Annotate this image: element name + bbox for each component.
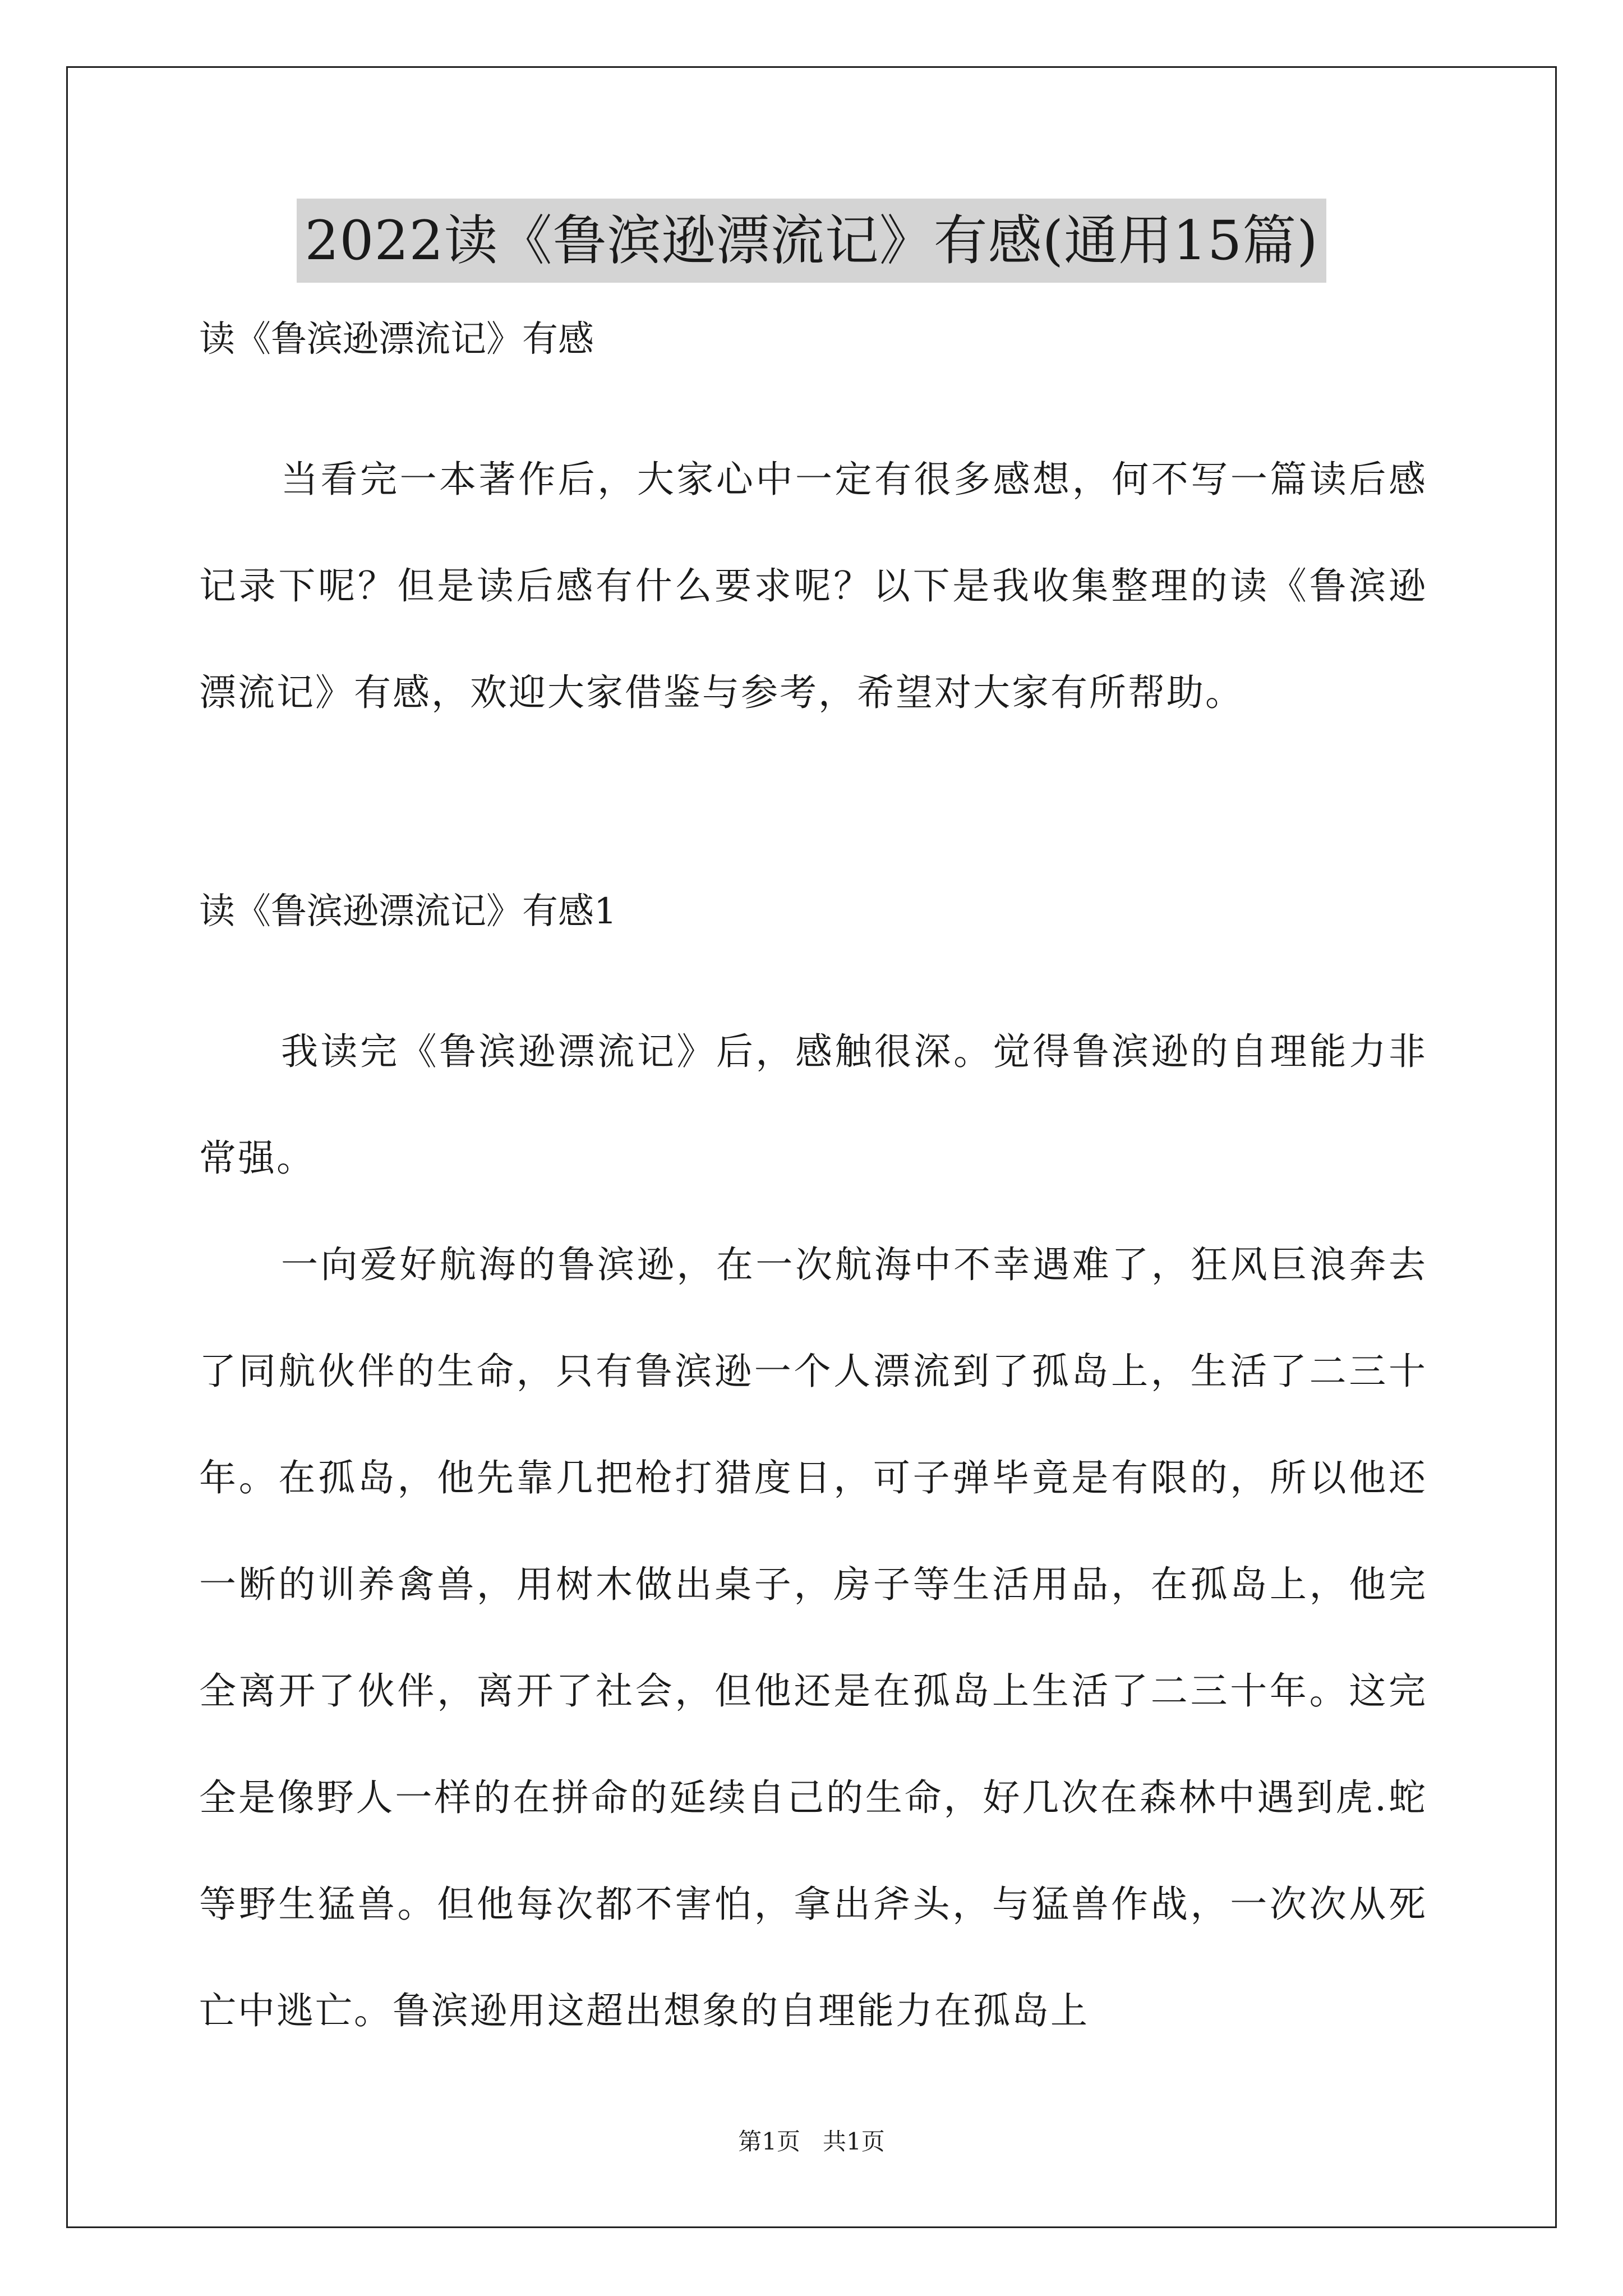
intro-paragraph: 当看完一本著作后，大家心中一定有很多感想，何不写一篇读后感记录下呢？但是读后感有什么要求呢？以下是我收集整理的读《鲁滨逊漂流记》有感，欢迎大家借鉴与参考，希望对大家有所帮助。 bbox=[199, 458, 1427, 714]
body-paragraph: 一向爱好航海的鲁滨逊，在一次航海中不幸遇难了，狂风巨浪奔去了同航伙伴的生命，只有鲁滨逊一个人漂流到了孤岛上，生活了二三十年。在孤岛，他先靠几把枪打猎度日，可子弹毕竟是有限的，所以他还一断的训养禽兽，用树木做出桌子，房子等生活用品，在孤岛上，他完全离开了伙伴，离开了社会，但他还是在孤岛上生活了二三十年。这完全是像野人一样的在拼命的延续自己的生命，好几次在森林中遇到虎.蛇等野生猛兽。但他每次都不害怕，拿出斧头，与猛兽作战，一次次从死亡中逃亡。鲁滨逊用这超出想象的自理能力在孤岛上 bbox=[199, 1243, 1427, 2032]
section-heading: 读《鲁滨逊漂流记》有感1 bbox=[199, 891, 617, 932]
document-body bbox=[199, 314, 1427, 2064]
spacer bbox=[199, 365, 1427, 426]
page-number-footer: 第1页 共1页 bbox=[738, 2128, 885, 2155]
title-container bbox=[0, 199, 1623, 283]
intro-heading: 读《鲁滨逊漂流记》有感 bbox=[199, 319, 594, 360]
spacer bbox=[199, 746, 1427, 886]
body-paragraph: 我读完《鲁滨逊漂流记》后，感触很深。觉得鲁滨逊的自理能力非常强。 bbox=[199, 1030, 1427, 1180]
document-title: 2022读《鲁滨逊漂流记》有感(通用15篇) bbox=[297, 199, 1326, 283]
spacer bbox=[199, 937, 1427, 999]
